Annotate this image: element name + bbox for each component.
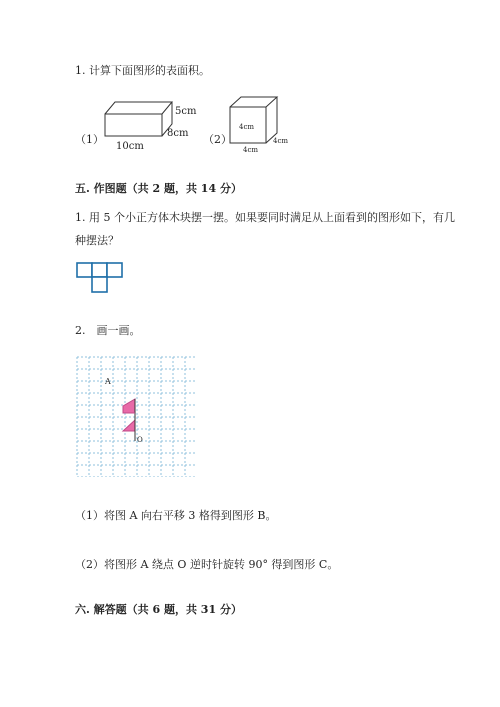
section-6-title: 六. 解答题（共 6 题，共 31 分） bbox=[75, 603, 242, 616]
section-5-q2-sub2: （2）将图形 A 绕点 O 逆时针旋转 90° 得到图形 C。 bbox=[75, 558, 339, 571]
cube-right-label: 4cm bbox=[273, 137, 289, 145]
cuboid-figure bbox=[95, 97, 205, 153]
drawing-grid bbox=[76, 355, 196, 477]
label-a: A bbox=[105, 377, 111, 386]
cube-figure bbox=[225, 92, 295, 157]
section-5-q1-line2: 种摆法？ bbox=[75, 234, 119, 247]
cuboid-height-label: 5cm bbox=[175, 106, 197, 117]
section-5-q2-prompt: 2. 画一画。 bbox=[75, 324, 141, 337]
section-5-title: 五. 作图题（共 2 题，共 14 分） bbox=[75, 182, 242, 195]
cube-bottom-label: 4cm bbox=[243, 146, 259, 154]
section-5-q1-line1: 1. 用 5 个小正方体木块摆一摆。如果要同时满足从上面看到的图形如下，有几 bbox=[75, 211, 455, 224]
top-view-figure bbox=[76, 261, 126, 296]
question-1-prompt: 1. 计算下面图形的表面积。 bbox=[75, 64, 210, 77]
section-5-q2-sub1: （1）将图 A 向右平移 3 格得到图形 B。 bbox=[75, 509, 277, 522]
figure-2-label: （2） bbox=[203, 133, 232, 146]
cuboid-length-label: 10cm bbox=[116, 141, 144, 152]
cuboid-depth-label: 8cm bbox=[167, 128, 189, 139]
figure-1-label: （1） bbox=[75, 133, 104, 146]
point-o-label: O bbox=[137, 436, 143, 444]
cube-face-label: 4cm bbox=[239, 123, 255, 131]
